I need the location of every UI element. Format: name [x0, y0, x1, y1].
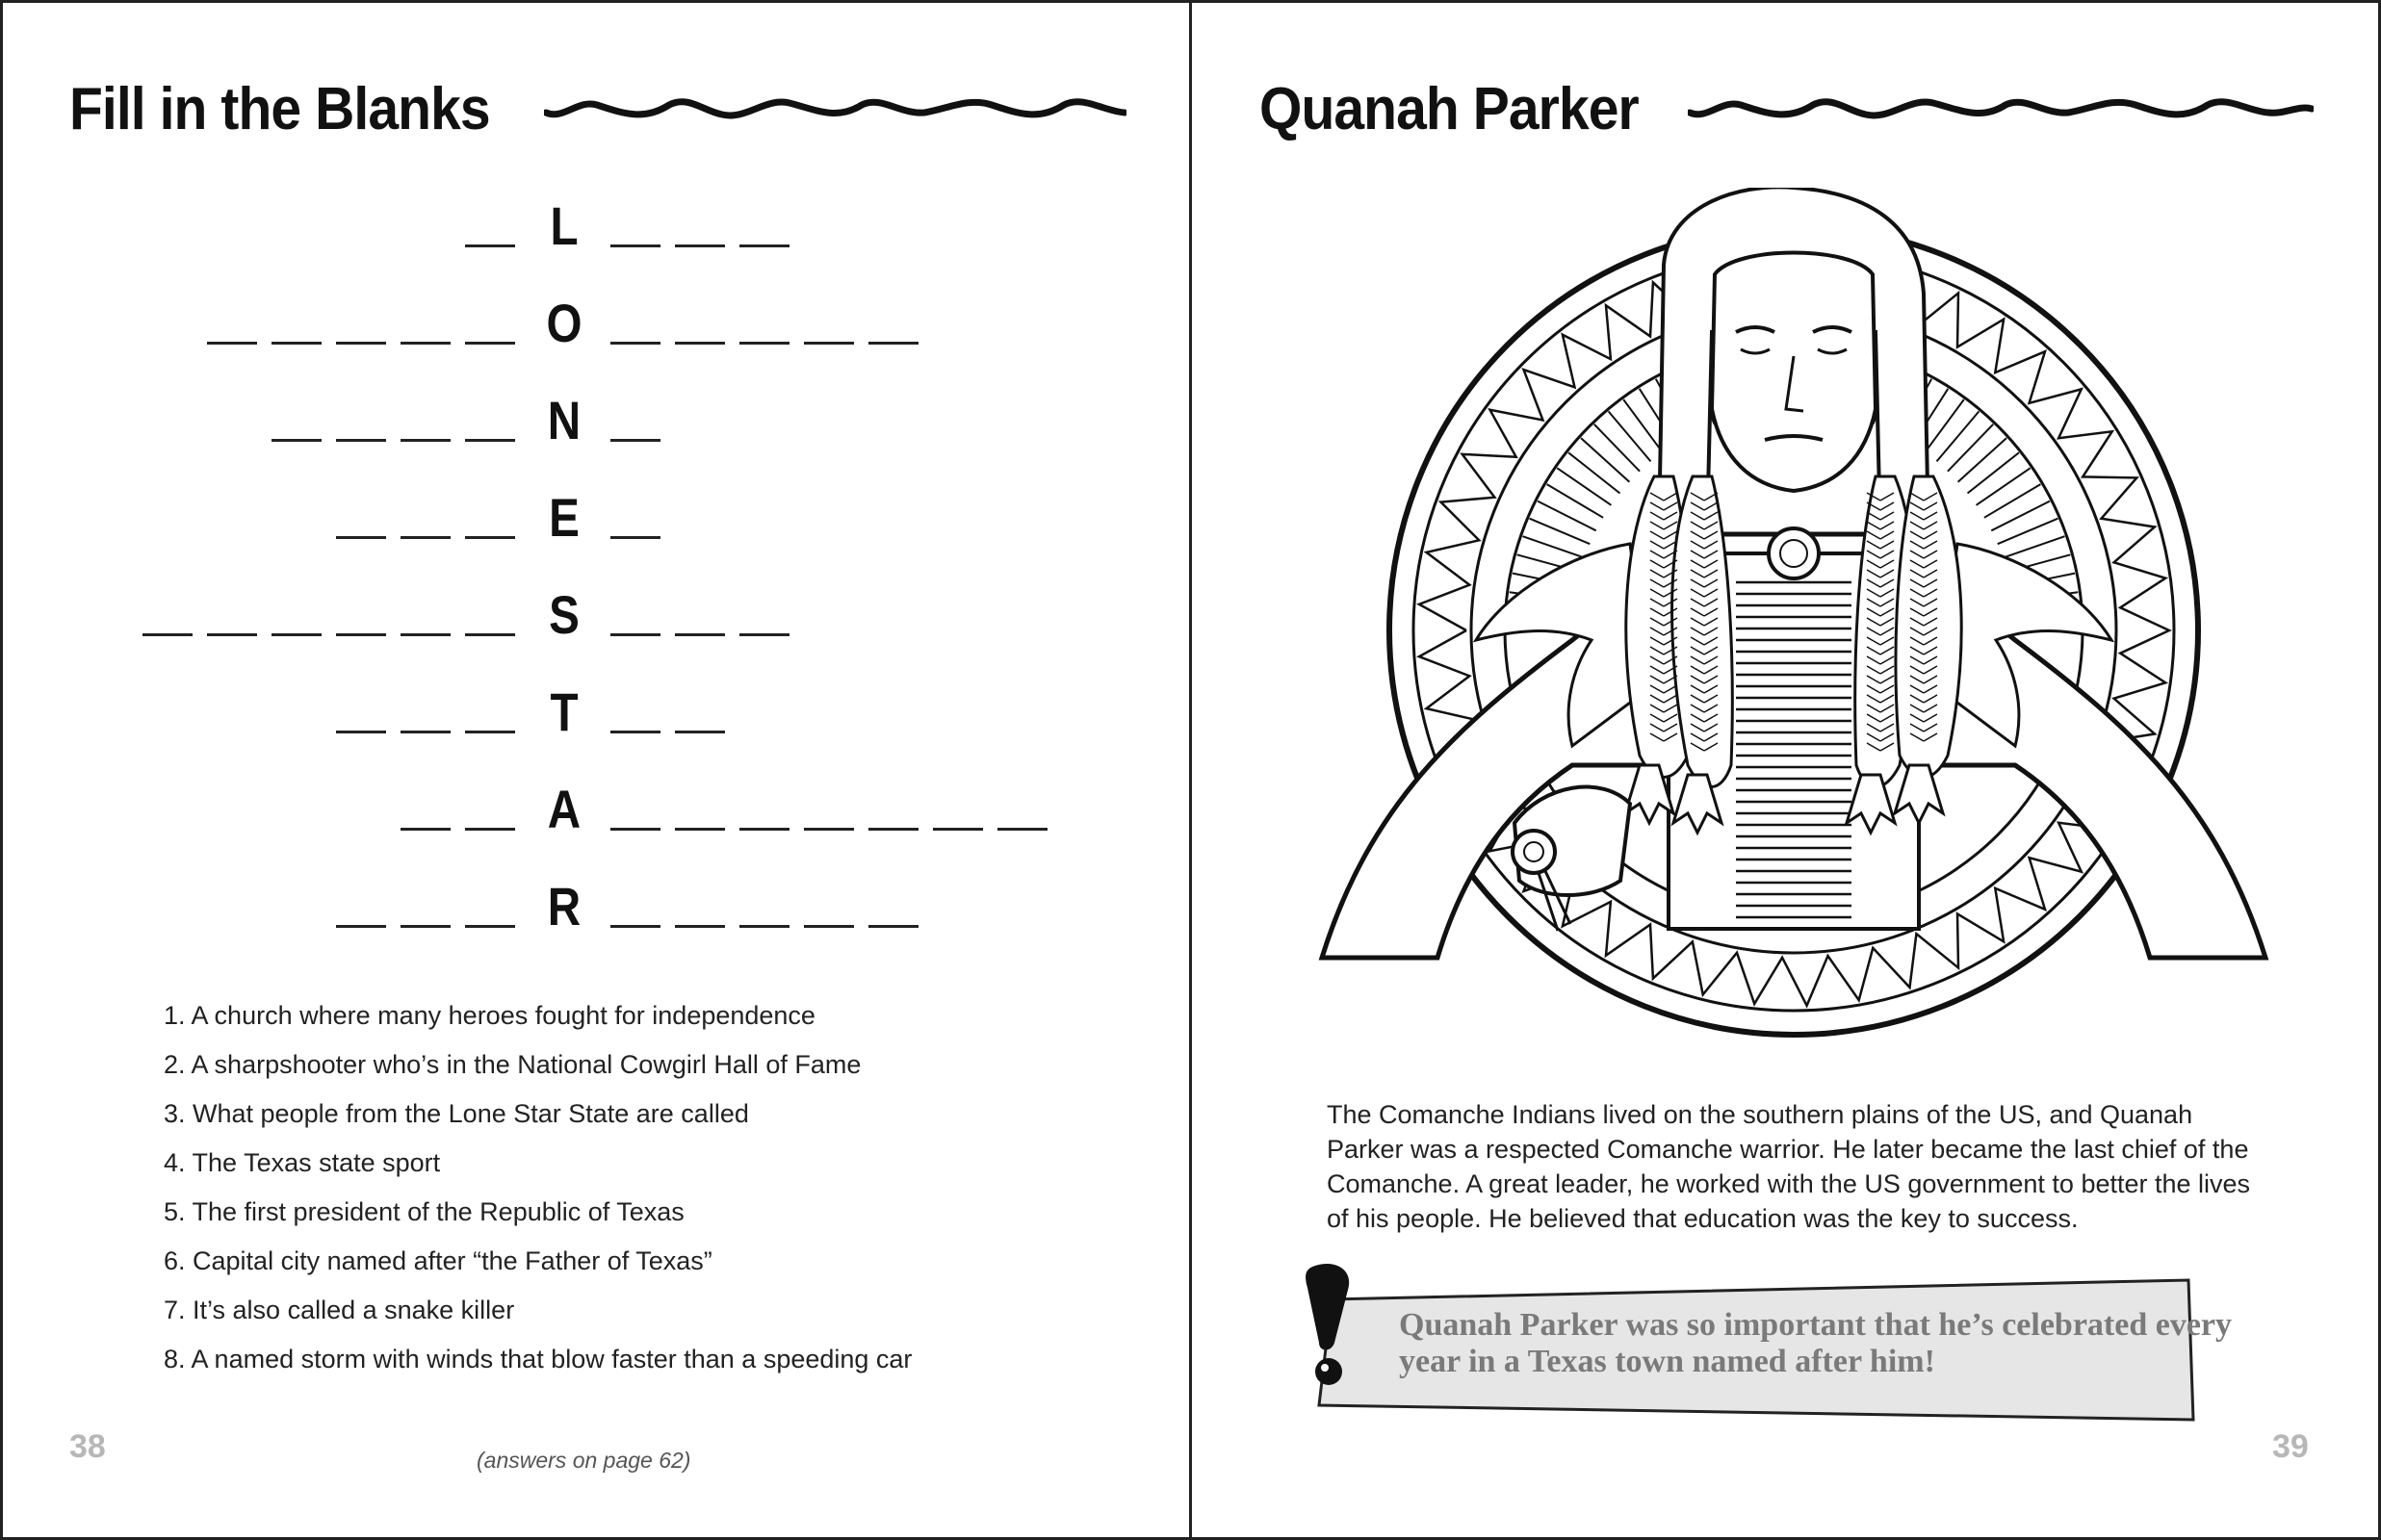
letter-blank[interactable]	[336, 439, 386, 442]
letter-blank[interactable]	[401, 536, 451, 539]
letter-blank[interactable]	[336, 633, 386, 636]
acrostic-letter: O	[546, 293, 582, 353]
acrostic-letter: T	[550, 681, 579, 742]
letter-blank[interactable]	[804, 342, 854, 345]
letter-blank[interactable]	[401, 925, 451, 928]
squiggle-divider	[544, 91, 1126, 130]
quanah-parker-portrait	[1283, 188, 2304, 1054]
acrostic-row	[0, 681, 1189, 765]
letter-blank[interactable]	[272, 633, 322, 636]
letter-blank[interactable]	[465, 633, 515, 636]
letter-blank[interactable]	[739, 925, 789, 928]
letter-blank[interactable]	[207, 342, 257, 345]
letter-blank[interactable]	[336, 731, 386, 733]
letter-blank[interactable]	[465, 925, 515, 928]
acrostic-row	[0, 390, 1189, 474]
letter-blank[interactable]	[401, 828, 451, 831]
letter-blank[interactable]	[401, 439, 451, 442]
letter-blank[interactable]	[465, 536, 515, 539]
letter-blank[interactable]	[465, 244, 515, 247]
letter-blank[interactable]	[610, 439, 660, 442]
acrostic-letter: N	[547, 390, 582, 450]
letter-blank[interactable]	[207, 633, 257, 636]
acrostic-row	[0, 487, 1189, 571]
letter-blank[interactable]	[933, 828, 983, 831]
letter-blank[interactable]	[868, 925, 919, 928]
letter-blank[interactable]	[610, 828, 660, 831]
clue-item: 2. A sharpshooter who’s in the National Cowgirl Hall of Fame	[164, 1050, 862, 1079]
acrostic-row	[0, 293, 1189, 376]
letter-blank[interactable]	[465, 731, 515, 733]
letter-blank[interactable]	[868, 828, 919, 831]
letter-blank[interactable]	[610, 244, 660, 247]
left-page	[0, 0, 1189, 1540]
letter-blank[interactable]	[142, 633, 193, 636]
letter-blank[interactable]	[610, 536, 660, 539]
answers-note: (answers on page 62)	[477, 1448, 691, 1473]
letter-blank[interactable]	[739, 342, 789, 345]
right-page	[1192, 0, 2381, 1540]
squiggle-divider	[1688, 91, 2314, 130]
letter-blank[interactable]	[739, 633, 789, 636]
letter-blank[interactable]	[401, 633, 451, 636]
letter-blank[interactable]	[675, 244, 725, 247]
clue-list	[164, 991, 912, 1384]
clue-item: 8. A named storm with winds that blow faster than a speeding car	[164, 1345, 913, 1373]
letter-blank[interactable]	[465, 439, 515, 442]
acrostic-letter: R	[547, 876, 582, 937]
letter-blank[interactable]	[401, 342, 451, 345]
letter-blank[interactable]	[610, 731, 660, 733]
letter-blank[interactable]	[739, 244, 789, 247]
acrostic-letter: S	[549, 584, 580, 645]
page-title: Fill in the Blanks	[69, 76, 490, 142]
page-title: Quanah Parker	[1259, 76, 1639, 142]
letter-blank[interactable]	[336, 536, 386, 539]
fun-fact-text: Quanah Parker was so important that he’s celebrated every year in a Texas town named after him!	[1399, 1307, 2233, 1379]
acrostic-row	[0, 195, 1189, 279]
clue-item: 5. The first president of the Republic of Texas	[164, 1197, 685, 1226]
letter-blank[interactable]	[336, 342, 386, 345]
letter-blank[interactable]	[272, 439, 322, 442]
letter-blank[interactable]	[610, 633, 660, 636]
letter-blank[interactable]	[336, 925, 386, 928]
letter-blank[interactable]	[868, 342, 919, 345]
acrostic-letter: E	[549, 487, 580, 548]
letter-blank[interactable]	[610, 925, 660, 928]
letter-blank[interactable]	[610, 342, 660, 345]
letter-blank[interactable]	[997, 828, 1048, 831]
acrostic-row	[0, 876, 1189, 960]
letter-blank[interactable]	[401, 731, 451, 733]
clue-item: 6. Capital city named after “the Father of Texas”	[164, 1246, 712, 1275]
letter-blank[interactable]	[675, 925, 725, 928]
letter-blank[interactable]	[465, 828, 515, 831]
clue-item: 1. A church where many heroes fought for independence	[164, 1001, 815, 1030]
clue-item: 7. It’s also called a snake killer	[164, 1296, 515, 1324]
letter-blank[interactable]	[739, 828, 789, 831]
page-number: 38	[69, 1428, 106, 1465]
acrostic-row	[0, 779, 1189, 862]
letter-blank[interactable]	[465, 342, 515, 345]
acrostic-letter: A	[547, 779, 582, 839]
biography-text: The Comanche Indians lived on the southern plains of the US, and Quanah Parker was a respected Comanche warrior. He later became the last chief of the Comanche. A great leader, he worked with the US government to better the lives of his people. He believed that education was the key to success.	[1327, 1100, 2251, 1233]
letter-blank[interactable]	[272, 342, 322, 345]
letter-blank[interactable]	[804, 828, 854, 831]
page-number: 39	[2272, 1428, 2309, 1465]
letter-blank[interactable]	[804, 925, 854, 928]
letter-blank[interactable]	[675, 342, 725, 345]
acrostic-letter: L	[550, 195, 579, 256]
letter-blank[interactable]	[675, 633, 725, 636]
acrostic-row	[0, 584, 1189, 668]
clue-item: 4. The Texas state sport	[164, 1148, 441, 1177]
clue-item: 3. What people from the Lone Star State are called	[164, 1099, 749, 1128]
letter-blank[interactable]	[675, 731, 725, 733]
letter-blank[interactable]	[675, 828, 725, 831]
